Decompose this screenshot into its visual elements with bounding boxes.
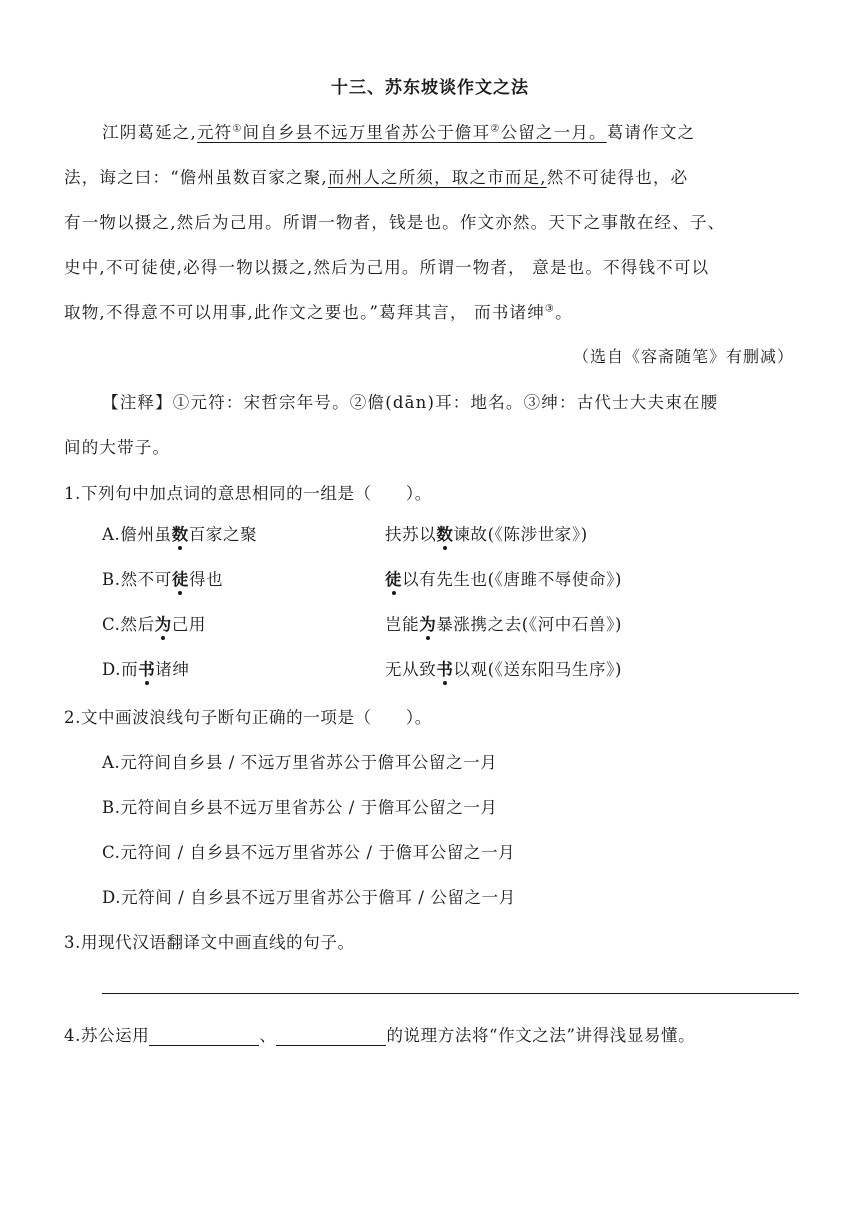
dotted-word: 为	[155, 611, 172, 635]
option-text: 岂能	[385, 615, 420, 634]
option-text: 以有先生也(《唐雎不辱使命》)	[402, 570, 622, 589]
question-3-stem: 3.用现代汉语翻译文中画直线的句子。	[64, 933, 355, 952]
q1-option-b-left	[102, 566, 223, 590]
passage-line-4: 史中,不可徒使,必得一物以摄之,然后为己用。所谓一物者， 意是也。不得钱不可以	[64, 258, 710, 277]
notes-line-1: 【注释】①元符：宋哲宗年号。②儋(dān)耳：地名。③绅：古代士大夫束在腰	[102, 393, 719, 412]
q2-option-a: A.元符间自乡县 / 不远万里省苏公于儋耳公留之一月	[102, 753, 498, 772]
q1-option-a-left	[102, 521, 257, 545]
option-text: 百家之聚	[188, 525, 258, 544]
dotted-word: 徒	[172, 566, 189, 590]
answer-blank-2[interactable]	[276, 1028, 386, 1046]
question-4-text: 4.苏公运用	[64, 1026, 150, 1045]
underlined-text: 公留之一月。	[500, 123, 607, 142]
option-text: B.然不可	[102, 570, 172, 589]
dotted-word: 数	[172, 521, 189, 545]
underlined-text: 元符	[196, 123, 233, 142]
question-1-stem: 1.下列句中加点词的意思相同的一组是（ ）。	[64, 484, 432, 503]
footnote-marker: ③	[544, 303, 556, 315]
question-4-separator: 、	[259, 1026, 277, 1045]
option-text: 谏故(《陈涉世家》)	[453, 525, 588, 544]
q2-option-d: D.元符间 / 自乡县不远万里省苏公于儋耳 / 公留之一月	[102, 888, 516, 907]
passage-text: 葛请作文之	[606, 123, 696, 142]
q1-option-b-right	[385, 566, 622, 590]
dotted-word: 徒	[385, 566, 402, 590]
option-text: 己用	[171, 615, 206, 634]
notes-line-2: 间的大带子。	[64, 438, 171, 457]
passage-text: 然不可徒得也，必	[546, 168, 689, 187]
q2-option-c: C.元符间 / 自乡县不远万里省苏公 / 于儋耳公留之一月	[102, 843, 516, 862]
passage-text: 江阴葛延之,	[102, 123, 197, 142]
option-text: D.而	[102, 660, 139, 679]
document-title: 十三、苏东坡谈作文之法	[331, 78, 529, 98]
option-text: 暴涨携之去(《河中石兽》)	[436, 615, 622, 634]
question-2-stem: 2.文中画波浪线句子断句正确的一项是（ ）。	[64, 708, 432, 727]
passage-text: 。	[555, 303, 573, 322]
q1-option-d-right	[385, 656, 622, 680]
option-text: 诸绅	[155, 660, 190, 679]
q1-option-a-right	[385, 521, 588, 545]
dotted-word: 书	[436, 656, 453, 680]
footnote-marker: ①	[232, 123, 243, 135]
q2-option-b: B.元符间自乡县不远万里省苏公 / 于儋耳公留之一月	[102, 798, 498, 817]
source-citation: （选自《容斋随笔》有删减）	[572, 347, 794, 366]
underlined-sentence	[197, 123, 607, 142]
answer-blank-1[interactable]	[149, 1028, 259, 1046]
underlined-sentence: 而州人之所须，取之市而足,	[327, 168, 547, 187]
footnote-marker: ②	[490, 123, 501, 135]
q1-option-d-left	[102, 656, 190, 680]
option-text: 扶苏以	[385, 525, 437, 544]
passage-line-5	[64, 299, 573, 323]
question-4	[64, 1022, 695, 1046]
dotted-word: 为	[419, 611, 436, 635]
option-text: 无从致	[385, 660, 437, 679]
q1-option-c-left	[102, 611, 206, 635]
passage-text: 取物,不得意不可以用事,此作文之要也。”葛拜其言， 而书诸绅	[64, 303, 545, 322]
answer-line[interactable]	[102, 993, 799, 994]
passage-line-1	[102, 119, 695, 143]
dotted-word: 书	[138, 656, 155, 680]
passage-line-2	[64, 164, 688, 188]
underlined-text: 间自乡县不远万里省苏公于儋耳	[242, 123, 491, 142]
passage-text: 法，诲之曰：“儋州虽数百家之聚,	[64, 168, 328, 187]
passage-line-3: 有一物以摄之,然后为己用。所谓一物者，钱是也。作文亦然。天下之事散在经、子、	[64, 213, 726, 232]
q1-option-c-right	[385, 611, 622, 635]
option-text: 得也	[188, 570, 224, 589]
option-text: 以观(《送东阳马生序》)	[453, 660, 622, 679]
option-text: A.儋州虽	[102, 525, 172, 544]
question-4-text: 的说理方法将“作文之法”讲得浅显易懂。	[386, 1026, 696, 1045]
option-text: C.然后	[102, 615, 155, 634]
dotted-word: 数	[436, 521, 453, 545]
